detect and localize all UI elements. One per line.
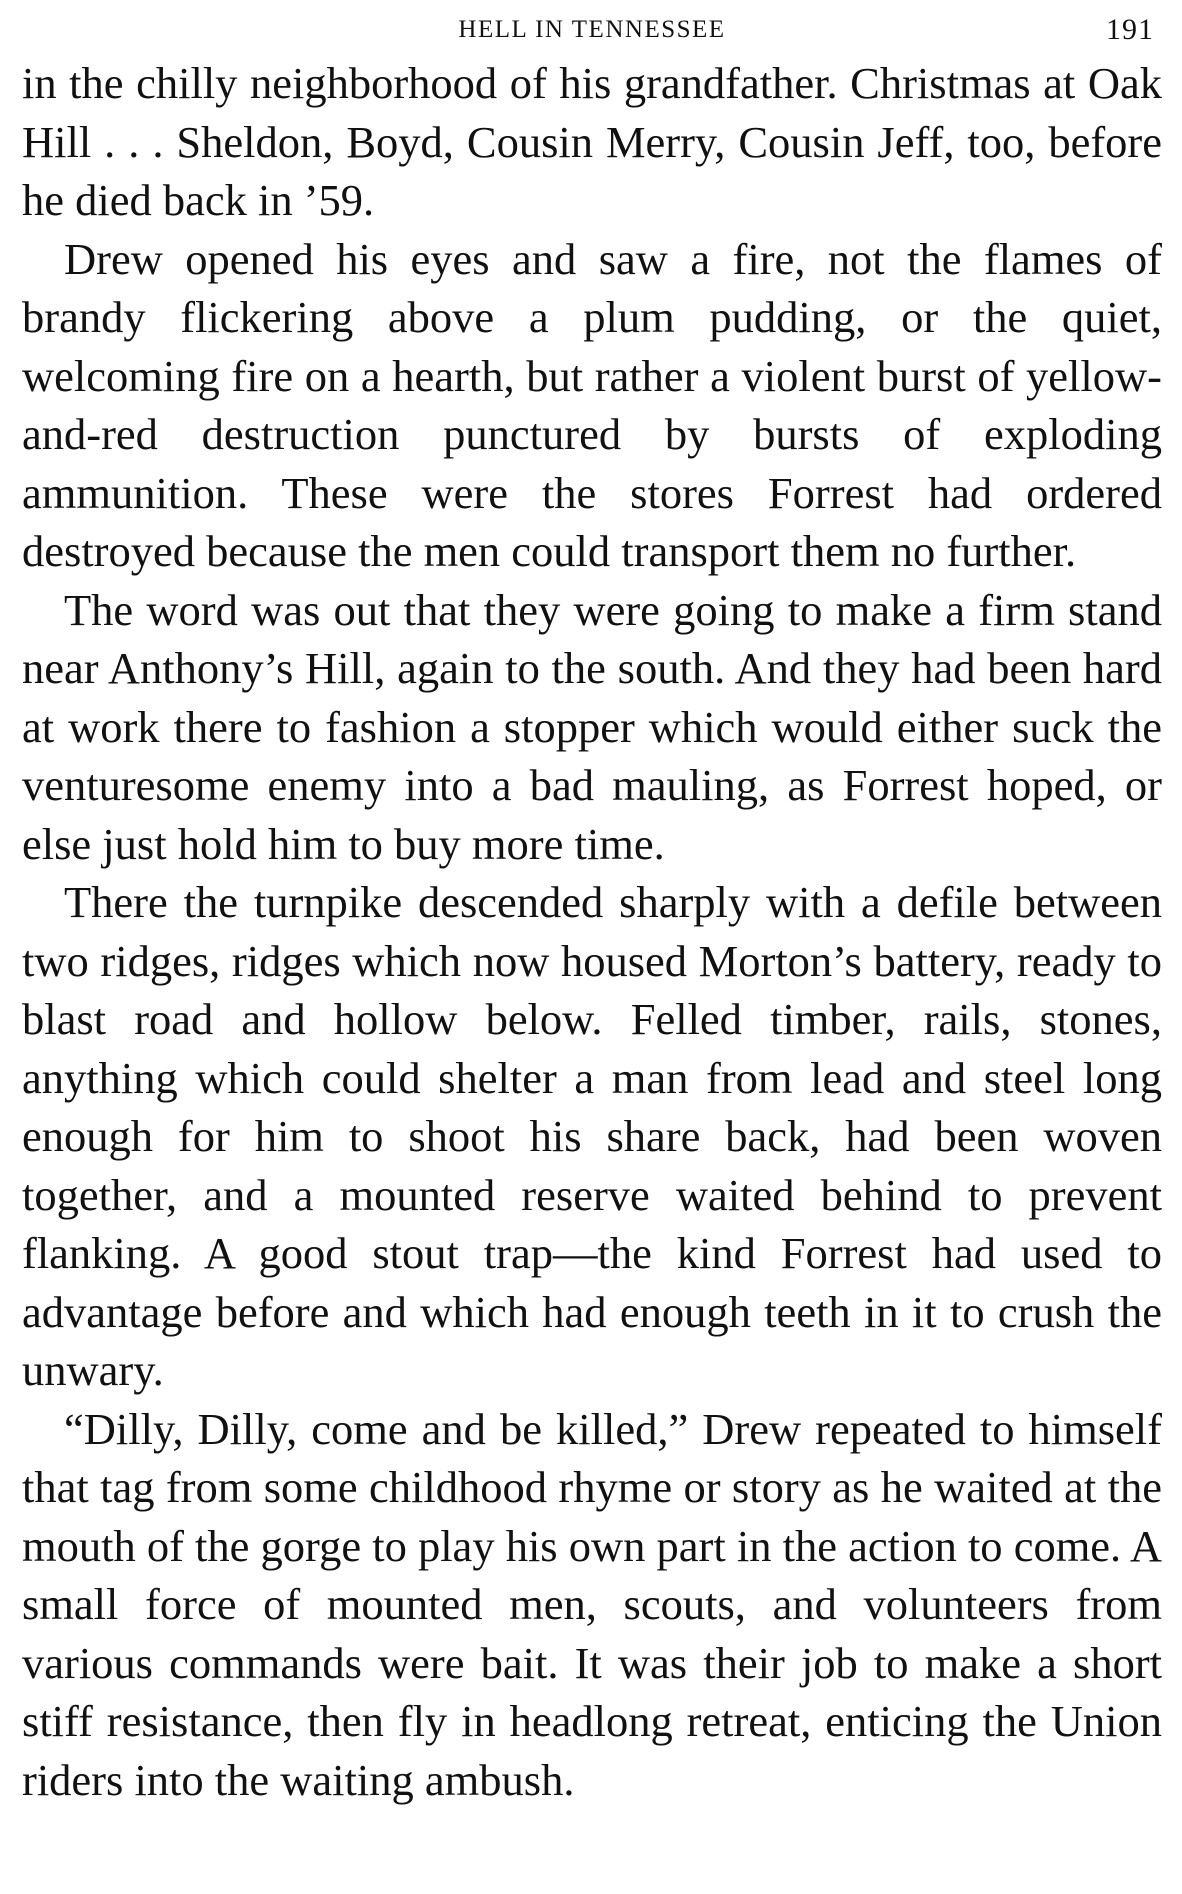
paragraph-continued: in the chilly neighborhood of his grandfather. Christmas at Oak Hill . . . Sheldon, Boyd, Cousin Merry, Cousin Jeff, too, before he died back in ’59. (22, 58, 1162, 225)
page-number: 191 (1106, 13, 1154, 46)
paragraph: The word was out that they were going to make a firm stand near Anthony’s Hill, again to the south. And they had been hard at work there to fashion a stopper which would either suck the venturesome enemy into a bad mauling, as Forrest hoped, or else just hold him to buy more time. (22, 584, 1162, 869)
running-head (22, 8, 1162, 52)
book-page (22, 8, 1162, 1884)
paragraph: Drew opened his eyes and saw a fire, not the flames of brandy flickering above a plum pudding, or the quiet, welcoming fire on a hearth, but rather a violent burst of yellow-and-red destruction punctured by bursts of exploding ammunition. These were the stores Forrest had ordered destroyed because the men could transport them no further. (22, 233, 1162, 576)
running-title: HELL IN TENNESSEE (458, 16, 726, 43)
body-text (22, 54, 1162, 1809)
paragraph: There the turnpike descended sharply with a defile between two ridges, ridges which now housed Morton’s battery, ready to blast road and hollow below. Felled timber, rails, stones, anything which could shelter a man from lead and steel long enough for him to shoot his share back, had been woven together, and a mounted reserve waited behind to prevent flanking. A good stout trap—the kind Forrest had used to advantage before and which had enough teeth in it to crush the unwary. (22, 877, 1162, 1395)
paragraph: “Dilly, Dilly, come and be killed,” Drew repeated to himself that tag from some childhood rhyme or story as he waited at the mouth of the gorge to play his own part in the action to come. A small force of mounted men, scouts, and volunteers from various commands were bait. It was their job to make a short stiff resistance, then fly in headlong retreat, enticing the Union riders into the waiting ambush. (22, 1403, 1162, 1805)
